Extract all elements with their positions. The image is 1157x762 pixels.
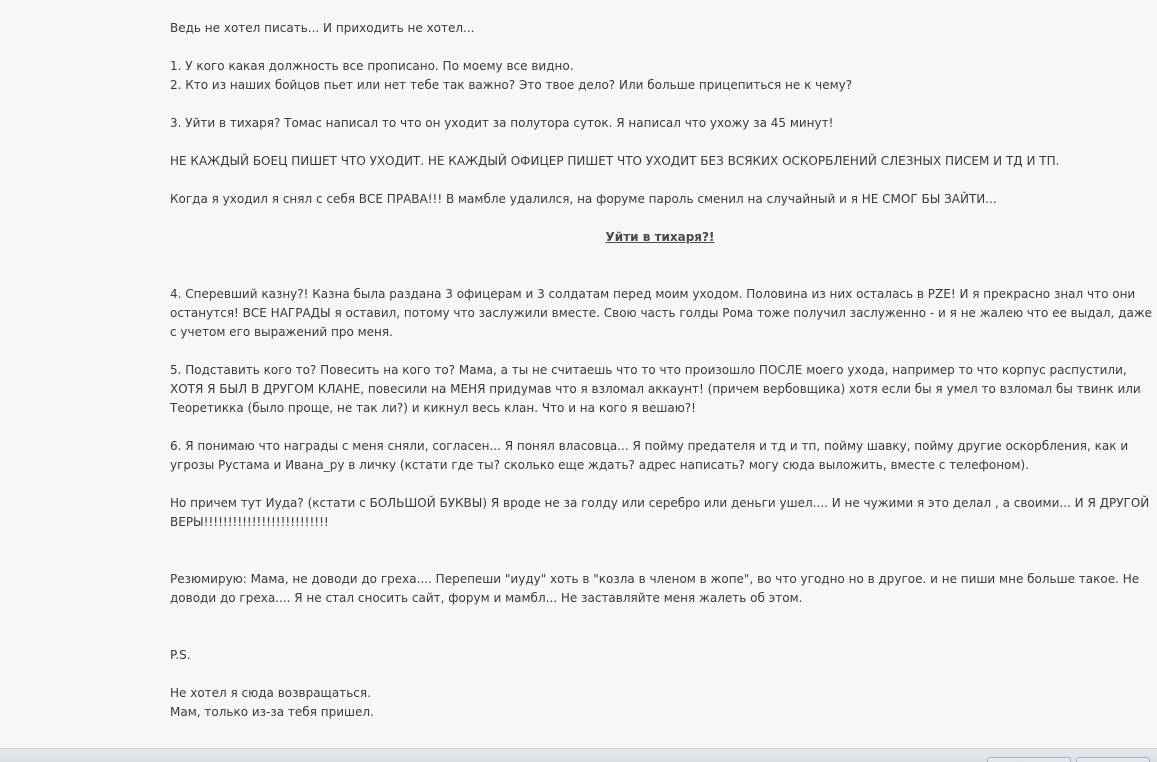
post-footer-bar xyxy=(0,748,1157,762)
post-line-ps: P.S. xyxy=(170,648,191,662)
post-line-point-1: 1. У кого какая должность все прописано. По моему все видно. xyxy=(170,59,574,73)
post-line-iuda: Но причем тут Иуда? (кстати с БОЛЬШОЙ БУКВЫ) Я вроде не за голду или серебро или деньги ушел.... И не чужими я это делал , а своими... И Я ДРУГОЙ ВЕРЫ!!!!!!!!!!!!!!!!!!!!!!!!!! xyxy=(170,496,1150,529)
post-line-point-3: 3. Уйти в тихаря? Томас написал то что он уходит за полутора суток. Я написал что ухожу за 45 минут! xyxy=(170,116,834,130)
post-line-summary: Резюмирую: Мама, не доводи до греха.... Перепеши "иуду" хоть в "козла в членом в жопе", во что угодно но в другое. и не пиши мне больше такое. Не доводи до греха.... Я не стал сносить сайт, форум и мамбл... Не заставляйте меня жалеть об этом. xyxy=(170,572,1140,605)
post-line-rights: Когда я уходил я снял с себя ВСЕ ПРАВА!!! В мамбле удалился, на форуме пароль сменил на случайный и я НЕ СМОГ БЫ ЗАЙТИ... xyxy=(170,192,997,206)
post-line-caps: НЕ КАЖДЫЙ БОЕЦ ПИШЕТ ЧТО УХОДИТ. НЕ КАЖДЫЙ ОФИЦЕР ПИШЕТ ЧТО УХОДИТ БЕЗ ВСЯКИХ ОСКОРБЛЕНИЙ СЛЕЗНЫХ ПИСЕМ И ТД И ТП. xyxy=(170,154,1060,168)
post-centered-heading: Уйти в тихаря?! xyxy=(605,230,715,244)
footer-action-button[interactable] xyxy=(987,757,1071,762)
footer-action-button-secondary[interactable] xyxy=(1076,757,1150,762)
post-line-intro: Ведь не хотел писать... И приходить не хотел... xyxy=(170,21,475,35)
post-body xyxy=(170,19,1155,722)
post-line-point-4: 4. Сперевший казну?! Казна была раздана 3 офицерам и 3 солдатам перед моим уходом. Половина из них осталась в PZE! И я прекрасно знал что они останутся! ВСЕ НАГРАДЫ я оставил, потому что заслужили вместе. Свою часть голды Рома тоже получил заслуженно - и я не жалею что ее выдал, даже с учетом его выражений про меня. xyxy=(170,287,1153,339)
post-line-closing-2: Мам, только из-за тебя пришел. xyxy=(170,705,374,719)
post-line-point-6: 6. Я понимаю что награды с меня сняли, согласен... Я понял власовца... Я пойму предателя и тд и тп, пойму шавку, пойму другие оскорбления, как и угрозы Рустама и Ивана_ру в личку (кстати где ты? сколько еще ждать? адрес написать? могу сюда выложить, вместе с телефоном). xyxy=(170,439,1129,472)
post-line-closing-1: Не хотел я сюда возвращаться. xyxy=(170,686,371,700)
post-line-point-5: 5. Подставить кого то? Повесить на кого то? Мама, а ты не считаешь что то что произошло ПОСЛЕ моего ухода, например то что корпус распустили, ХОТЯ Я БЫЛ В ДРУГОМ КЛАНЕ, повесили на МЕНЯ придумав что я взломал аккаунт! (причем вербовщика) хотя если бы я умел то взломал бы твинк или Теоретикка (было проще, не так ли?) и кикнул весь клан. Что и на кого я вешаю?! xyxy=(170,363,1141,415)
post-line-point-2: 2. Кто из наших бойцов пьет или нет тебе так важно? Это твое дело? Или больше прицепиться не к чему? xyxy=(170,78,853,92)
